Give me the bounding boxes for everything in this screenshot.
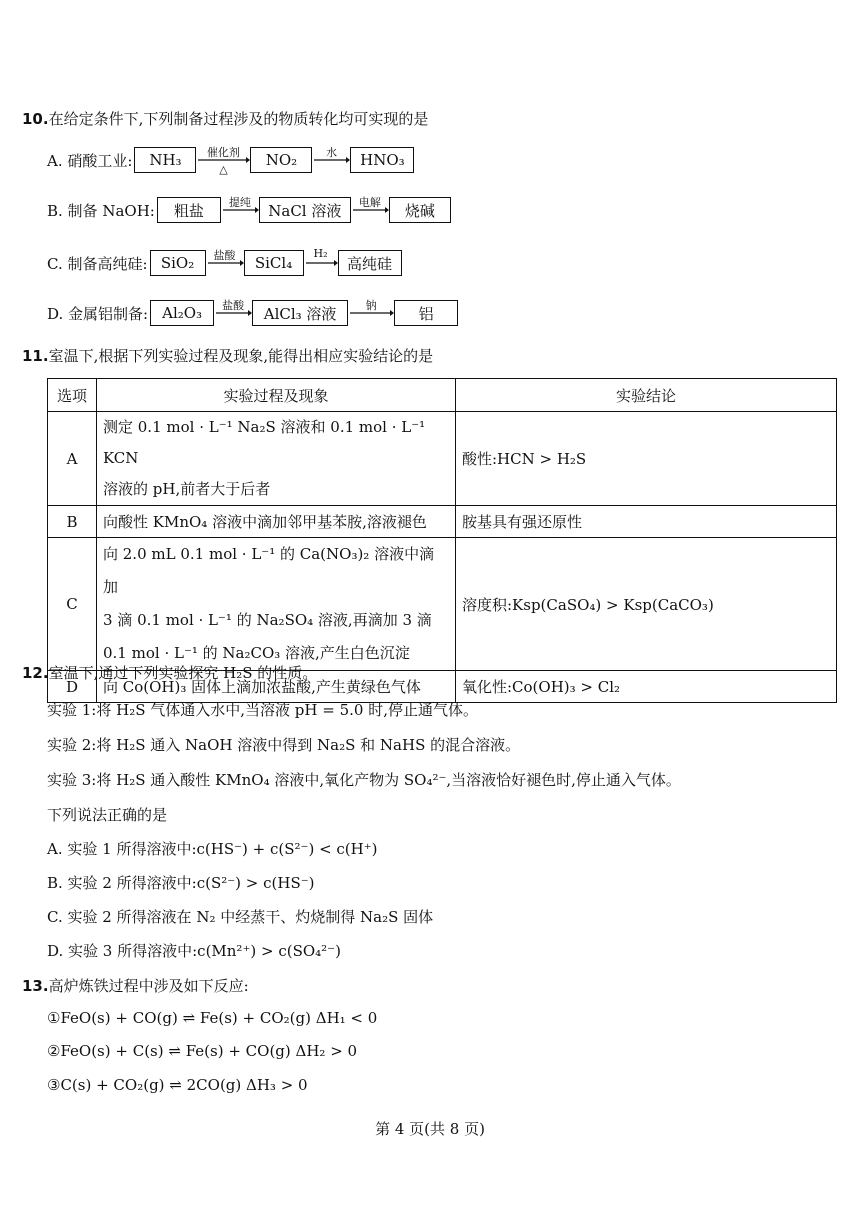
reaction-equation: ①FeO(s) + CO(g) ⇌ Fe(s) + CO₂(g) ΔH₁ < 0 <box>47 1009 378 1027</box>
conclusion-cell: 酸性:HCN > H₂S <box>456 412 837 506</box>
procedure-cell <box>97 412 456 506</box>
reaction-arrow <box>312 147 350 173</box>
question-number: 11. <box>22 347 49 365</box>
flow-box: SiCl₄ <box>244 250 304 276</box>
arrow-condition: △ <box>219 163 228 176</box>
question-text: 室温下,通过下列实验探究 H₂S 的性质。 <box>48 664 318 682</box>
reaction-equation: ②FeO(s) + C(s) ⇌ Fe(s) + CO(g) ΔH₂ > 0 <box>47 1042 358 1060</box>
column-header: 实验结论 <box>456 379 837 412</box>
procedure-line: 0.1 mol · L⁻¹ 的 Na₂CO₃ 溶液,产生白色沉淀 <box>103 644 410 662</box>
q10-option-c <box>47 246 402 280</box>
arrow-condition: 水 <box>325 146 337 159</box>
option-c: C. 实验 2 所得溶液在 N₂ 中经蒸干、灼烧制得 Na₂S 固体 <box>47 908 434 926</box>
option-d: D. 实验 3 所得溶液中:c(Mn²⁺) > c(SO₄²⁻) <box>47 942 341 960</box>
conclusion-cell: 溶度积:Ksp(CaSO₄) > Ksp(CaCO₃) <box>456 538 837 671</box>
procedure-line: 向酸性 KMnO₄ 溶液中滴加邻甲基苯胺,溶液褪色 <box>103 513 427 531</box>
question-text: 在给定条件下,下列制备过程涉及的物质转化均可实现的是 <box>48 110 429 128</box>
flow-box: NO₂ <box>250 147 312 173</box>
column-header: 实验过程及现象 <box>97 379 456 412</box>
question-number: 10. <box>22 110 49 128</box>
arrow-condition: 提纯 <box>228 196 251 209</box>
table-row <box>48 412 837 506</box>
option-cell: D <box>48 671 97 703</box>
question-text: 高炉炼铁过程中涉及如下反应: <box>48 977 249 995</box>
procedure-line: 向 2.0 mL 0.1 mol · L⁻¹ 的 Ca(NO₃)₂ 溶液中滴加 <box>103 545 435 596</box>
question-11-stem <box>22 345 433 366</box>
question-10-stem <box>22 108 428 129</box>
flow-box: 铝 <box>394 300 458 326</box>
flow-box: NaCl 溶液 <box>259 197 351 223</box>
reaction-arrow <box>206 250 244 276</box>
q10-option-a <box>47 143 414 177</box>
procedure-cell <box>97 506 456 538</box>
flow-box: 烧碱 <box>389 197 451 223</box>
option-label: B. 制备 NaOH: <box>47 201 155 220</box>
flow-box: 高纯硅 <box>338 250 402 276</box>
question-number: 13. <box>22 977 49 995</box>
reaction-equation: ③C(s) + CO₂(g) ⇌ 2CO(g) ΔH₃ > 0 <box>47 1076 308 1094</box>
option-label: A. 硝酸工业: <box>47 151 133 170</box>
conclusion-cell: 胺基具有强还原性 <box>456 506 837 538</box>
table-header-row <box>48 379 837 412</box>
flow-box: HNO₃ <box>350 147 414 173</box>
table-row <box>48 538 837 671</box>
procedure-line: 向 Co(OH)₃ 固体上滴加浓盐酸,产生黄绿色气体 <box>103 678 421 696</box>
arrow-condition: H₂ <box>313 247 328 260</box>
reaction-arrow <box>351 197 389 223</box>
question-text: 室温下,根据下列实验过程及现象,能得出相应实验结论的是 <box>48 347 434 365</box>
arrow-condition: 盐酸 <box>213 249 236 262</box>
option-cell: C <box>48 538 97 671</box>
option-b: B. 实验 2 所得溶液中:c(S²⁻) > c(HS⁻) <box>47 874 315 892</box>
experiment-3-text: 实验 3:将 H₂S 通入酸性 KMnO₄ 溶液中,氧化产物为 SO₄²⁻,当溶液恰好褪色时,停止通入气体。 <box>47 771 681 789</box>
arrow-condition: 催化剂 <box>206 146 240 159</box>
experiment-2-text: 实验 2:将 H₂S 通入 NaOH 溶液中得到 Na₂S 和 NaHS 的混合溶液。 <box>47 736 521 754</box>
reaction-arrow <box>214 300 252 326</box>
procedure-line: 溶液的 pH,前者大于后者 <box>103 480 271 498</box>
option-label: D. 金属铝制备: <box>47 304 149 323</box>
flow-box: NH₃ <box>134 147 196 173</box>
reaction-arrow <box>196 146 250 176</box>
procedure-line: 测定 0.1 mol · L⁻¹ Na₂S 溶液和 0.1 mol · L⁻¹ KCN <box>103 418 426 467</box>
procedure-line: 3 滴 0.1 mol · L⁻¹ 的 Na₂SO₄ 溶液,再滴加 3 滴 <box>103 611 432 629</box>
reaction-arrow <box>221 197 259 223</box>
conclusion-cell: 氧化性:Co(OH)₃ > Cl₂ <box>456 671 837 703</box>
flow-box: AlCl₃ 溶液 <box>252 300 348 326</box>
experiment-1-text: 实验 1:将 H₂S 气体通入水中,当溶液 pH = 5.0 时,停止通气体。 <box>47 701 478 719</box>
reaction-arrow <box>304 247 338 276</box>
option-label: C. 制备高纯硅: <box>47 254 148 273</box>
question-12-stem <box>22 662 317 683</box>
question-prompt: 下列说法正确的是 <box>47 806 168 824</box>
page-number: 第 4 页(共 8 页) <box>375 1120 485 1138</box>
procedure-cell <box>97 538 456 671</box>
option-a: A. 实验 1 所得溶液中:c(HS⁻) + c(S²⁻) < c(H⁺) <box>47 840 378 858</box>
reaction-arrow <box>348 300 394 326</box>
flow-box: SiO₂ <box>150 250 206 276</box>
experiment-table <box>47 378 837 703</box>
option-cell: A <box>48 412 97 506</box>
flow-box: 粗盐 <box>157 197 221 223</box>
column-header: 选项 <box>48 379 97 412</box>
flow-box: Al₂O₃ <box>150 300 214 326</box>
option-cell: B <box>48 506 97 538</box>
question-13-stem <box>22 975 249 996</box>
q10-option-d <box>47 296 458 330</box>
arrow-condition: 钠 <box>365 299 377 312</box>
question-number: 12. <box>22 664 49 682</box>
q10-option-b <box>47 193 451 227</box>
arrow-condition: 盐酸 <box>222 299 245 312</box>
table-row <box>48 506 837 538</box>
arrow-condition: 电解 <box>358 196 381 209</box>
